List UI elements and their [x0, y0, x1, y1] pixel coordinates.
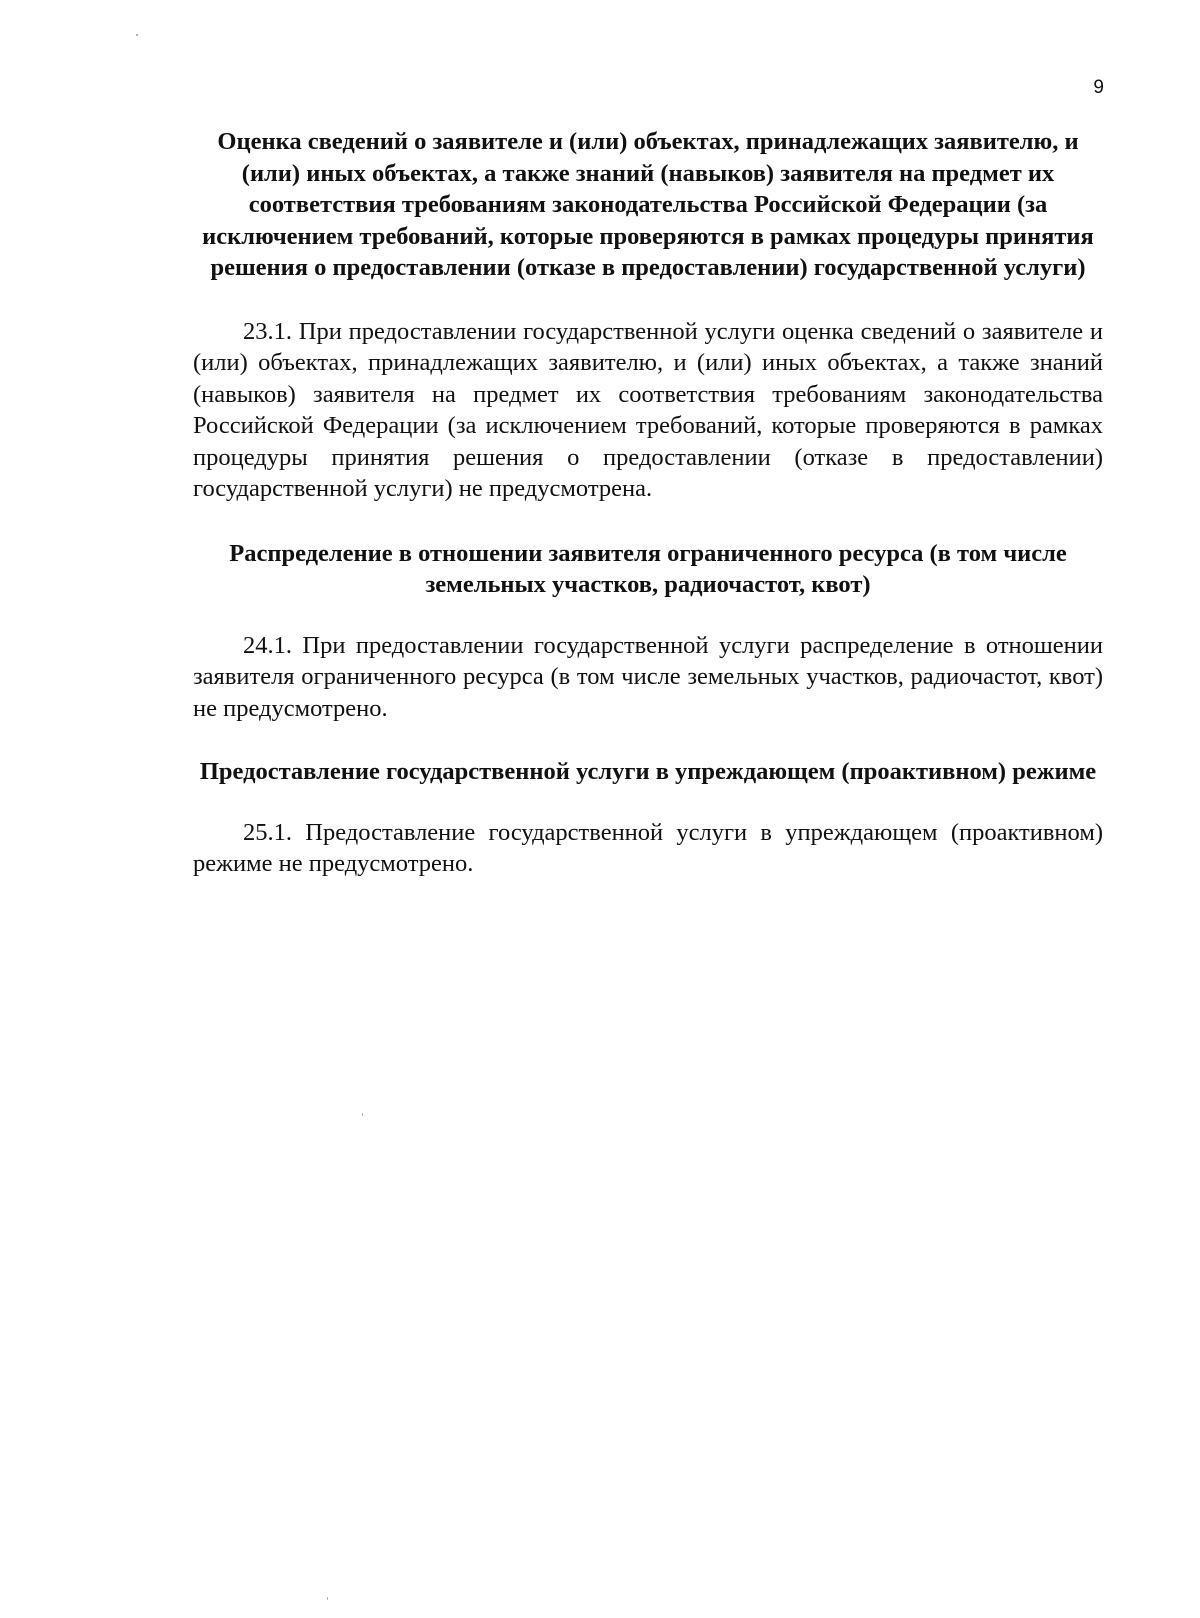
paragraph-24-1: 24.1. При предоставлении государственной услуги распределение в отношении заявителя ограниченного ресурса (в том числе земельных участков, радиочастот, квот) не предусмотрено.: [193, 631, 1103, 722]
paragraph-25-1: 25.1. Предоставление государственной услуги в упреждающем (проактивном) режиме не предусмотрено.: [193, 818, 1103, 877]
scan-speck: [362, 1113, 363, 1116]
scan-speck: [327, 1597, 328, 1600]
scan-speck: [136, 34, 138, 36]
section-heading-proactive-mode: Предоставление государственной услуги в упреждающем (проактивном) режиме: [199, 758, 1097, 785]
page-number: 9: [1093, 77, 1104, 98]
section-heading-resource-distribution: Распределение в отношении заявителя ограниченного ресурса (в том числе земельных участков, радиочастот, квот): [229, 539, 1067, 598]
section-heading-assessment: Оценка сведений о заявителе и (или) объектах, принадлежащих заявителю, и (или) иных объектах, а также знаний (навыков) заявителя на предмет их соответствия требованиям законодательства Российской Федерации (за исключением требований, которые проверяются в рамках процедуры принятия решения о предоставлении (отказе в предоставлении) государственной услуги): [202, 128, 1094, 281]
paragraph-23-1: 23.1. При предоставлении государственной услуги оценка сведений о заявителе и (или) объектах, принадлежащих заявителю, и (или) иных объектах, а также знаний (навыков) заявителя на предмет их соответствия требованиям законодательства Российской Федерации (за исключением требований, которые проверяются в рамках процедуры принятия решения о предоставлении (отказе в предоставлении) государственной услуги) не предусмотрена.: [193, 317, 1103, 502]
document-body: [193, 126, 1103, 880]
